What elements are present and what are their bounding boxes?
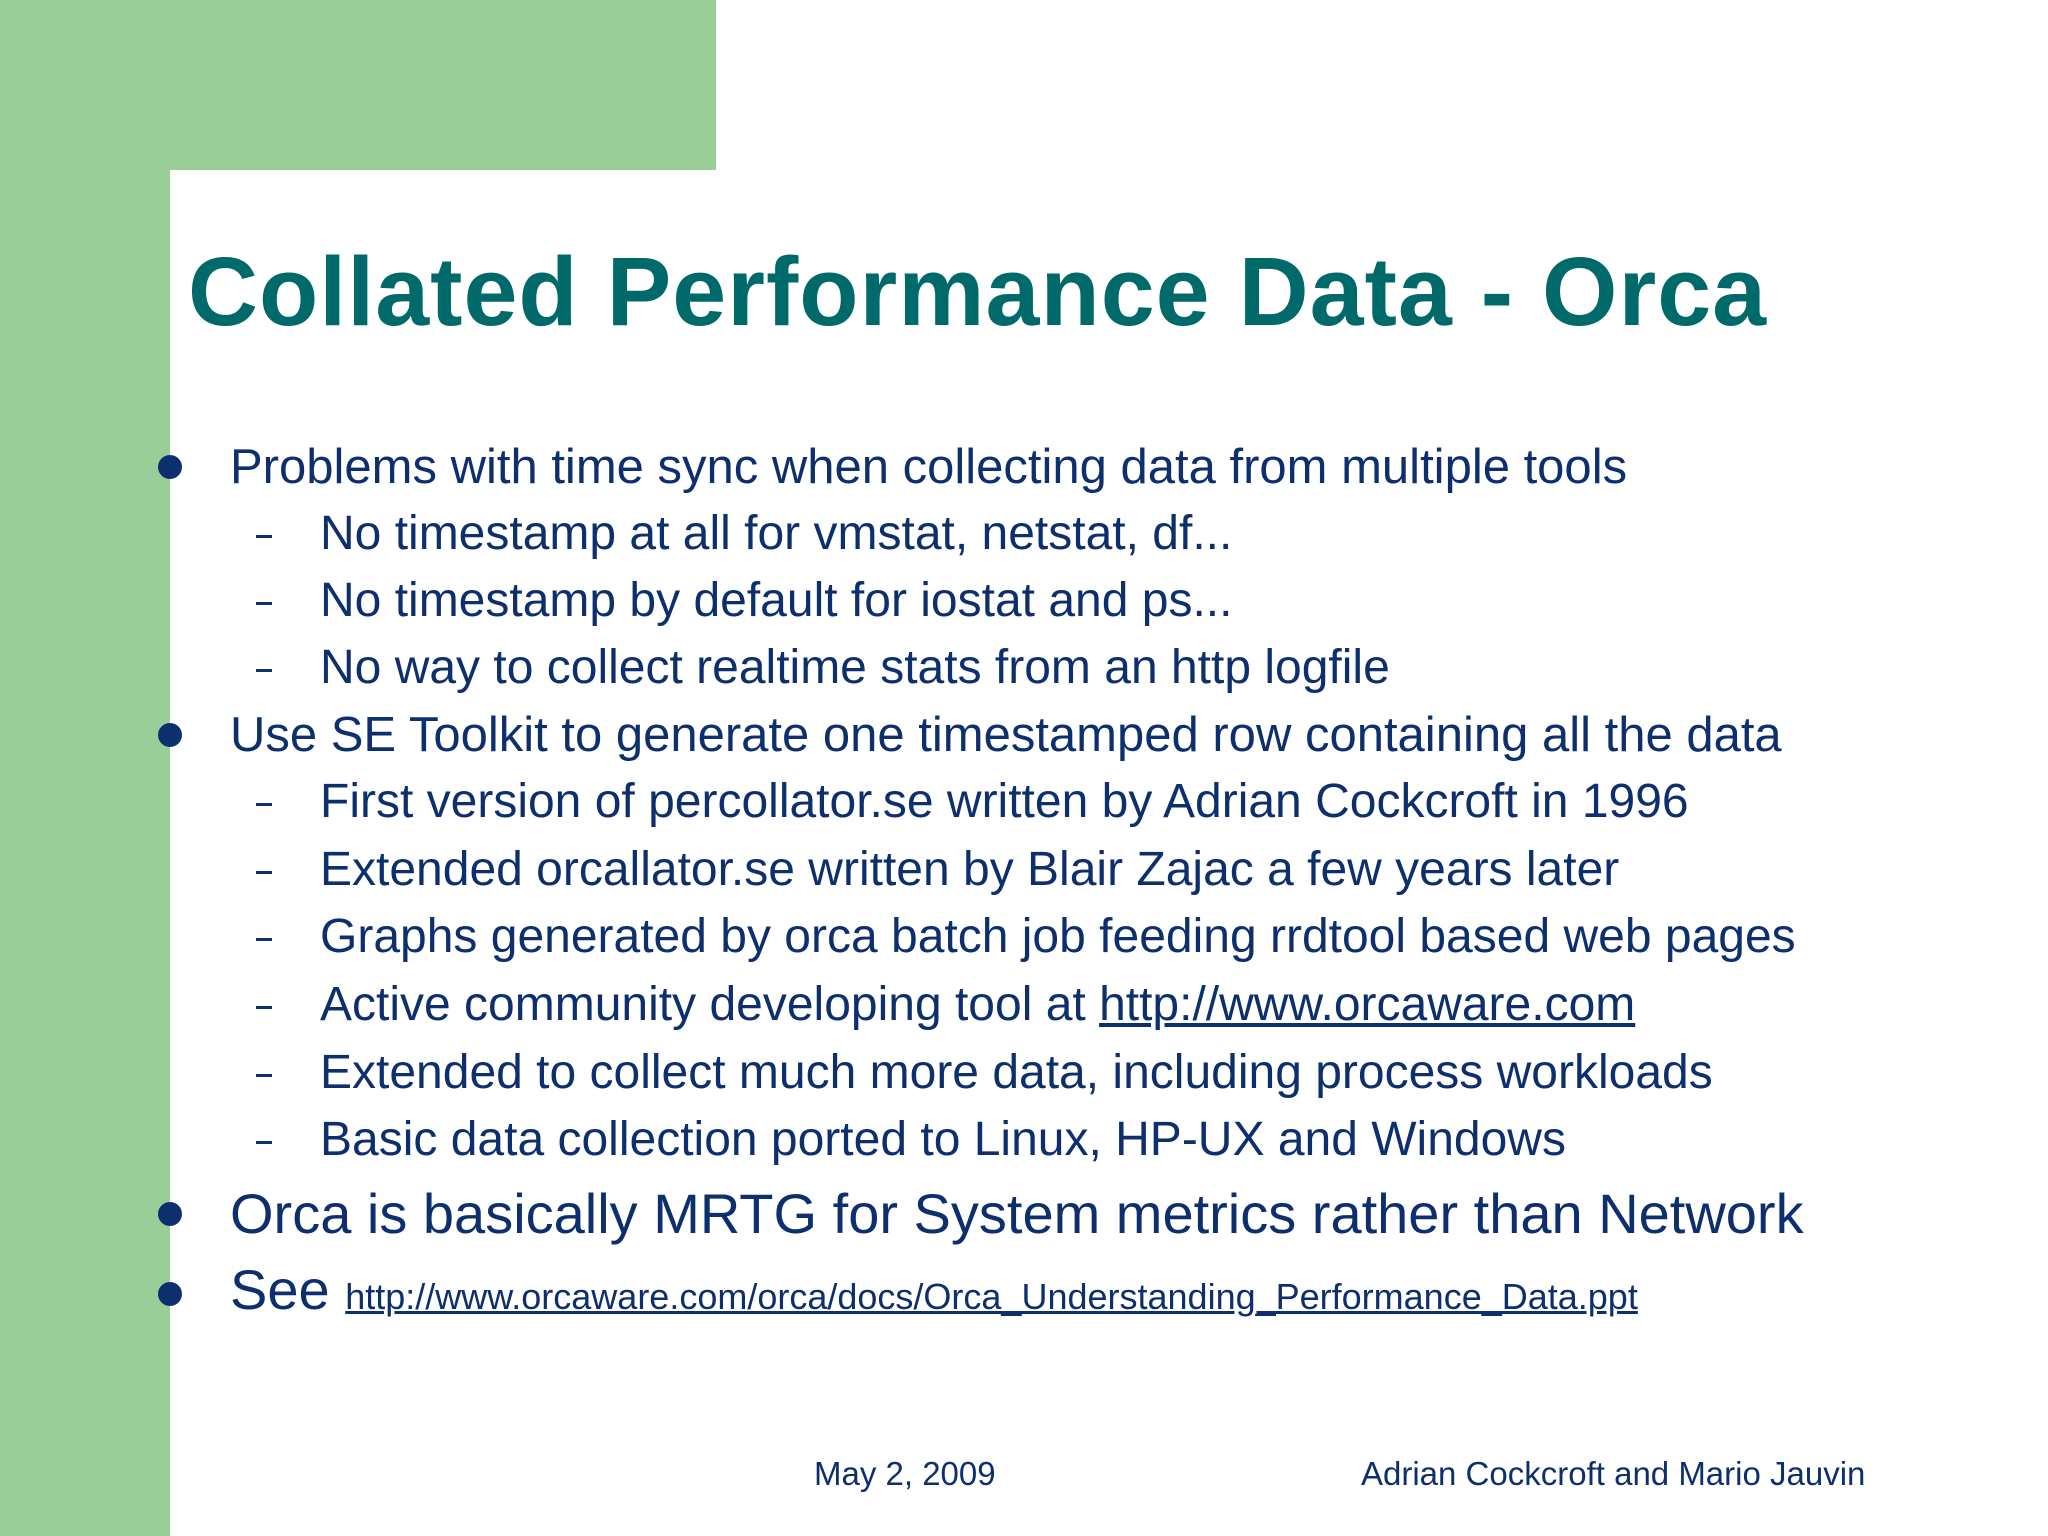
bullet-icon: [158, 1202, 182, 1226]
sub-bullet-text: Extended orcallator.se written by Blair Zajac a few years later: [320, 843, 1620, 896]
bullet-item: [230, 437, 1627, 497]
sub-bullet-item: [320, 975, 1635, 1035]
sub-bullet-text: Active community developing tool at: [320, 978, 1100, 1031]
sub-bullet-item: [320, 840, 1619, 900]
bullet-text: Problems with time sync when collecting data from multiple tools: [230, 440, 1628, 494]
docs-link[interactable]: http://www.orcaware.com/orca/docs/Orca_Understanding_Performance_Data.ppt: [345, 1276, 1638, 1317]
bullet-item: [230, 705, 1782, 765]
bullet-item: [230, 1256, 1638, 1331]
sub-bullet-item: [320, 772, 1689, 832]
sub-bullet-item: [320, 1110, 1566, 1170]
dash-icon: [256, 669, 272, 672]
dash-icon: [256, 938, 272, 941]
sub-bullet-text: No timestamp at all for vmstat, netstat, df...: [320, 507, 1233, 560]
sub-bullet-text: No way to collect realtime stats from an http logfile: [320, 641, 1390, 694]
sub-bullet-item: [320, 504, 1232, 564]
slide-title: Collated Performance Data - Orca: [188, 237, 1768, 346]
dash-icon: [256, 1006, 272, 1009]
dash-icon: [256, 871, 272, 874]
footer-authors: Adrian Cockcroft and Mario Jauvin: [1361, 1455, 1866, 1492]
dash-icon: [256, 1141, 272, 1144]
orcaware-link[interactable]: http://www.orcaware.com: [1099, 978, 1636, 1031]
bullet-text: Use SE Toolkit to generate one timestamped row containing all the data: [230, 708, 1782, 762]
sub-bullet-item: [320, 638, 1390, 698]
sub-bullet-text: Extended to collect much more data, including process workloads: [320, 1046, 1713, 1099]
bullet-text: See: [230, 1258, 346, 1321]
bullet-icon: [158, 1282, 182, 1306]
dash-icon: [256, 535, 272, 538]
dash-icon: [256, 1074, 272, 1077]
sub-bullet-text: First version of percollator.se written by Adrian Cockcroft in 1996: [320, 775, 1689, 828]
bullet-icon: [158, 723, 182, 747]
bullet-text: Orca is basically MRTG for System metrics rather than Network: [230, 1182, 1804, 1245]
sub-bullet-item: [320, 571, 1232, 631]
sub-bullet-item: [320, 1043, 1713, 1103]
sub-bullet-text: Basic data collection ported to Linux, HP-UX and Windows: [320, 1113, 1566, 1166]
dash-icon: [256, 803, 272, 806]
bullet-icon: [158, 455, 182, 479]
sub-bullet-text: No timestamp by default for iostat and ps...: [320, 574, 1233, 627]
dash-icon: [256, 602, 272, 605]
sub-bullet-item: [320, 907, 1796, 967]
sub-bullet-text: Graphs generated by orca batch job feeding rrdtool based web pages: [320, 910, 1796, 963]
footer-date: May 2, 2009: [814, 1455, 996, 1492]
bullet-item: [230, 1180, 1804, 1248]
